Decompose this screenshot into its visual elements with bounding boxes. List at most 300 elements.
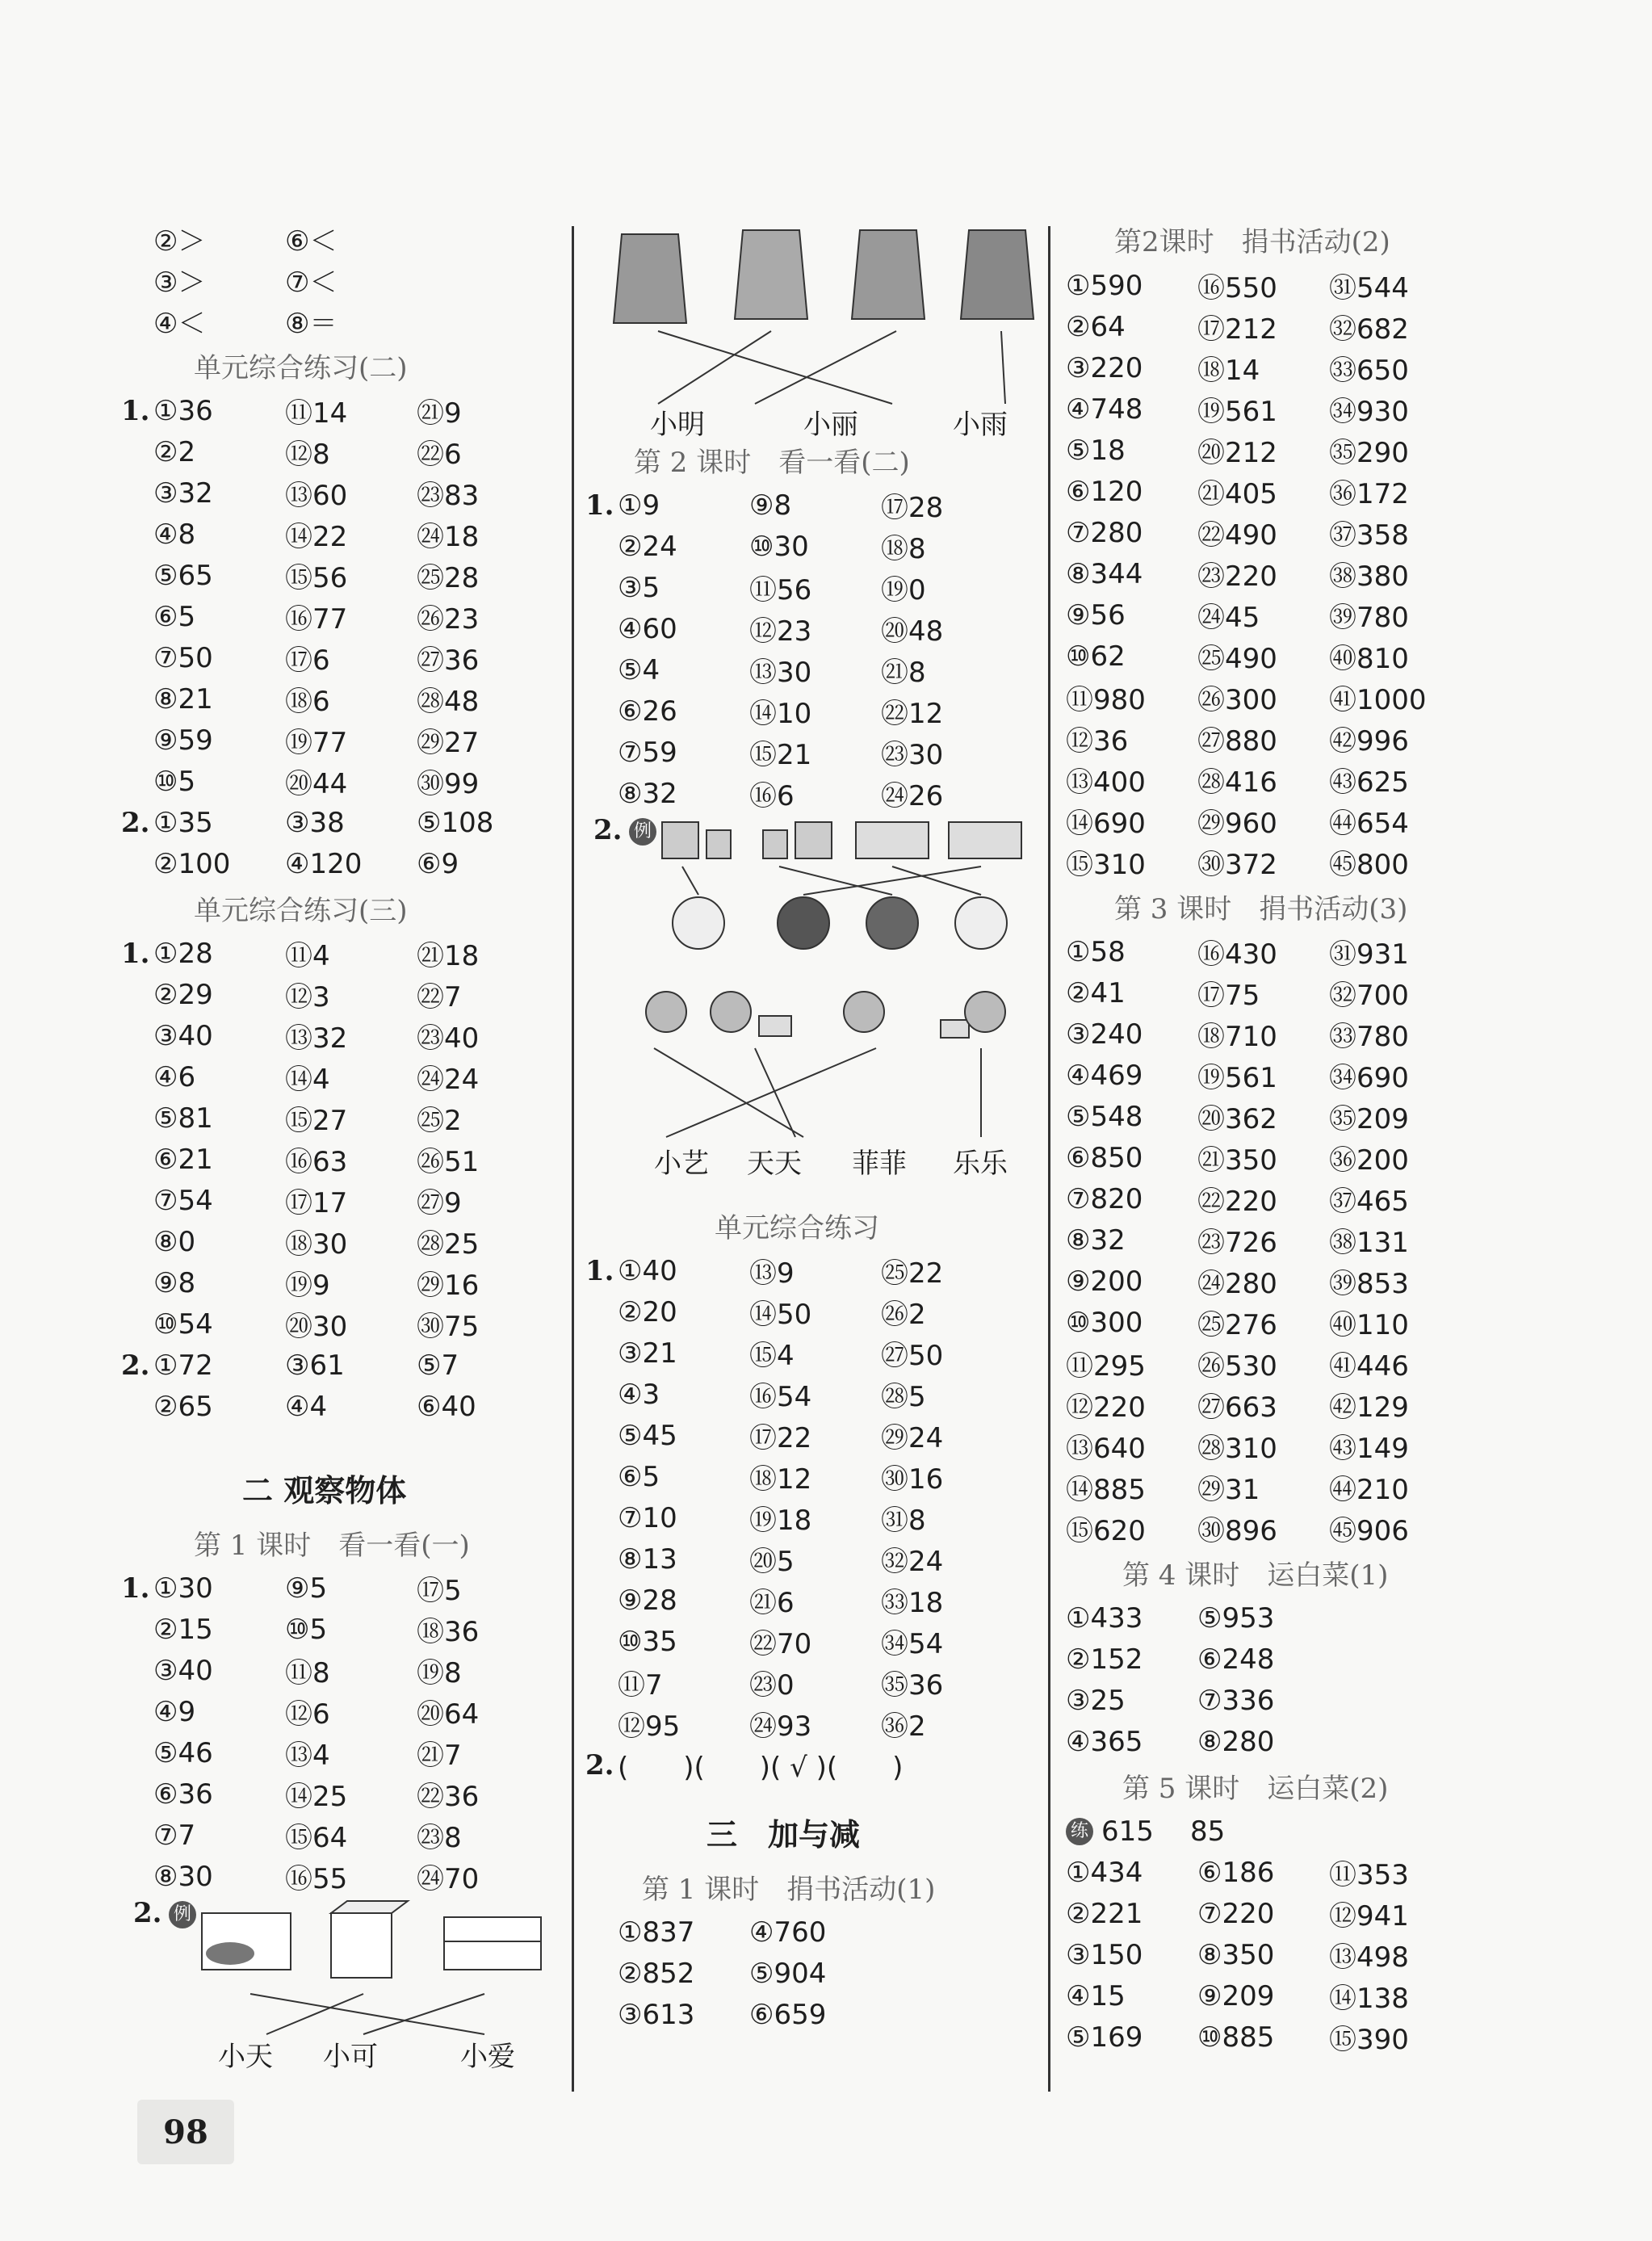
answer-row <box>121 843 557 884</box>
answer-cell: ③25 <box>1066 1684 1126 1717</box>
flat-box <box>444 1917 541 1970</box>
fig-name-3: 小爱 <box>460 2041 515 2073</box>
answer-cell: ㉓83 <box>417 480 480 512</box>
answer-cell: ⑩300 <box>1066 1306 1143 1339</box>
answer-cell: ④120 <box>285 847 363 880</box>
answer-cell: ㉕2 <box>417 1105 462 1137</box>
answer-cell: ㉗50 <box>881 1340 944 1372</box>
answer-cell: ⑨209 <box>1197 1979 1275 2012</box>
answer-cell: ③613 <box>618 1998 695 2031</box>
answer-cell: ⑳362 <box>1197 1103 1277 1135</box>
answer-cell: ⑤548 <box>1066 1100 1143 1133</box>
answer-cell: ④15 <box>1066 1979 1126 2012</box>
answer-row <box>585 1580 1038 1621</box>
answer-row <box>1066 1425 1486 1467</box>
answer-cell: ㉑6 <box>749 1587 795 1619</box>
answer-cell: ㉘310 <box>1197 1433 1277 1465</box>
answer-row <box>121 974 557 1015</box>
face-name-4: 乐乐 <box>953 1148 1008 1180</box>
answer-cell: ⑦10 <box>618 1501 677 1534</box>
answer-row <box>1066 1343 1486 1384</box>
answer-row <box>585 732 1038 773</box>
answer-cell: ㉒6 <box>417 439 462 471</box>
answer-cell: ⑯6 <box>749 780 795 812</box>
answer-cell: ⑭138 <box>1329 1983 1409 2015</box>
answer-cell: ㉑18 <box>417 940 480 972</box>
answer-cell: ⑦7 <box>153 1819 196 1852</box>
answer-cell: ㉝650 <box>1329 355 1409 387</box>
answer-cell: ㊱172 <box>1329 478 1409 510</box>
answer-row <box>121 1815 557 1856</box>
cube-1 <box>662 822 698 858</box>
practice-value-2: 85 <box>1190 1815 1226 1848</box>
answer-cell: ㉔45 <box>1197 602 1260 634</box>
answer-cell: ①434 <box>1066 1856 1143 1889</box>
box-top <box>331 1901 408 1913</box>
answer-row <box>585 485 1038 526</box>
answer-cell: ⑤18 <box>1066 434 1126 467</box>
answer-row <box>1066 388 1486 430</box>
answer-cell: ①433 <box>1066 1601 1143 1635</box>
answer-row <box>121 1015 557 1056</box>
answer-cell: ㉘48 <box>417 686 480 718</box>
answer-cell: ⑫6 <box>285 1698 330 1731</box>
answer-cell: ㉔70 <box>417 1863 480 1895</box>
answer-cell: ㉞54 <box>881 1628 944 1660</box>
fig-name-1: 小天 <box>218 2041 273 2073</box>
answer-cell: ④469 <box>1066 1059 1143 1092</box>
answer-cell: ⑦50 <box>153 641 213 674</box>
answer-cell: ㉑9 <box>417 397 462 430</box>
face-name-3: 菲菲 <box>852 1148 907 1180</box>
answer-cell: ⑩62 <box>1066 640 1126 673</box>
answer-cell: ②152 <box>1066 1643 1143 1676</box>
cube-2 <box>795 822 832 858</box>
answer-row <box>1066 636 1486 677</box>
bear-4 <box>965 992 1005 1032</box>
answer-cell: ⑮310 <box>1066 849 1146 881</box>
answer-cell: ㉓0 <box>749 1669 795 1702</box>
answer-cell: ㉙31 <box>1197 1474 1260 1506</box>
answer-row <box>1066 430 1486 471</box>
answer-row <box>585 1456 1038 1497</box>
face-line-3 <box>892 867 981 895</box>
answer-cell: ⑫23 <box>749 615 812 648</box>
answer-cell: ⑦220 <box>1197 1897 1275 1930</box>
answer-row <box>1066 1721 1486 1762</box>
unit-q1 <box>585 1250 1038 1744</box>
bear-line-2 <box>755 1048 795 1137</box>
answer-cell: ⑨59 <box>153 724 213 757</box>
answer-row <box>1066 1137 1486 1178</box>
face-name-1: 小艺 <box>654 1148 709 1180</box>
answer-cell: ㉙16 <box>417 1269 480 1302</box>
question-number: 2. <box>585 1748 614 1781</box>
answer-cell: ⑲8 <box>417 1657 462 1689</box>
answer-cell: ①72 <box>153 1349 213 1382</box>
lesson5-practice <box>1066 1811 1486 1852</box>
jug-4 <box>961 230 1034 319</box>
answer-cell: ㊴780 <box>1329 602 1409 634</box>
answer-cell: ㉑350 <box>1197 1144 1277 1177</box>
answer-cell: ⑨8 <box>749 489 792 522</box>
answer-cell: ㉚75 <box>417 1311 480 1343</box>
column-divider-left <box>572 226 574 2092</box>
answer-cell: ②100 <box>153 847 231 880</box>
answer-row <box>121 218 557 259</box>
answer-cell: ㉔280 <box>1197 1268 1277 1300</box>
answer-row <box>1066 1055 1486 1096</box>
answer-cell: ⑱30 <box>285 1228 348 1261</box>
answer-cell: ⑤65 <box>153 559 213 592</box>
answer-cell: ㉜700 <box>1329 980 1409 1012</box>
answer-row <box>1066 1597 1486 1639</box>
answer-cell: ㊷996 <box>1329 725 1409 757</box>
answer-cell: ⑲18 <box>749 1504 812 1537</box>
answer-row <box>121 1097 557 1139</box>
answer-row <box>1066 931 1486 972</box>
box-small-1 <box>759 1016 791 1036</box>
figure-jugs <box>585 218 1038 441</box>
answer-row <box>585 1621 1038 1662</box>
answer-row <box>1066 800 1486 841</box>
answer-cell: ⑲77 <box>285 727 348 759</box>
answer-cell: ㉙24 <box>881 1422 944 1454</box>
answer-row <box>1066 512 1486 553</box>
answer-row <box>121 1056 557 1097</box>
question-number: 1. <box>585 489 614 522</box>
answer-cell: ⑥9 <box>417 847 459 880</box>
answer-row <box>585 690 1038 732</box>
answer-row <box>121 802 557 843</box>
answer-cell: ㉓40 <box>417 1022 480 1055</box>
unit-title: 单元综合练习 <box>715 1212 879 1244</box>
answer-cell: ⑨56 <box>1066 598 1126 632</box>
answer-row <box>121 761 557 802</box>
answer-cell: ㊵810 <box>1329 643 1409 675</box>
bear-3 <box>844 992 884 1032</box>
answer-cell: ㉟290 <box>1329 437 1409 469</box>
page-number: 98 <box>137 2100 234 2164</box>
answer-cell: ㊳131 <box>1329 1227 1409 1259</box>
answer-cell: ⑫941 <box>1329 1900 1409 1933</box>
answer-row <box>121 1856 557 1897</box>
answer-row <box>1066 306 1486 347</box>
answer-row <box>121 1567 557 1609</box>
answer-cell: ⑬4 <box>285 1740 330 1772</box>
answer-cell: ⑳212 <box>1197 437 1277 469</box>
answer-cell: ⑧0 <box>153 1225 196 1258</box>
practice-value-1: 615 <box>1101 1815 1154 1848</box>
answer-row <box>121 1139 557 1180</box>
answer-cell: ⑯77 <box>285 603 348 636</box>
column-3 <box>1066 220 1486 2058</box>
answer-row <box>121 678 557 720</box>
unit2-title: 单元综合练习(二) <box>194 352 408 384</box>
answer-cell: ㉓726 <box>1197 1227 1277 1259</box>
jug-name-2: 小丽 <box>803 409 858 441</box>
answer-row <box>121 933 557 974</box>
answer-cell: ③240 <box>1066 1018 1143 1051</box>
answer-cell: ④3 <box>618 1378 660 1411</box>
answer-cell: ㊱200 <box>1329 1144 1409 1177</box>
answer-cell: ①40 <box>618 1254 677 1287</box>
answer-cell: ㉞930 <box>1329 396 1409 428</box>
answer-cell: ㉙27 <box>417 727 480 759</box>
answer-cell: ㉔18 <box>417 521 480 553</box>
jug-2 <box>735 230 807 319</box>
answer-cell: ⑧350 <box>1197 1938 1275 1971</box>
answer-cell: ⑬9 <box>749 1257 795 1290</box>
answer-cell: ⑥5 <box>618 1460 660 1493</box>
answer-row <box>1066 1219 1486 1261</box>
answer-cell: ⑱6 <box>285 686 330 718</box>
question-number: 1. <box>121 394 150 427</box>
answer-cell: ⑲561 <box>1197 1062 1277 1094</box>
answer-cell: ㉘416 <box>1197 766 1277 799</box>
answer-cell: ⑤904 <box>749 1957 827 1990</box>
answer-cell: ㉝780 <box>1329 1021 1409 1053</box>
answer-cell: ④748 <box>1066 392 1143 426</box>
answer-cell: ㉖2 <box>881 1299 926 1331</box>
answer-cell: ㊹210 <box>1329 1474 1409 1506</box>
answer-cell: ⑪4 <box>285 940 330 972</box>
lesson4-rows <box>1066 1597 1486 1762</box>
answer-row <box>1066 347 1486 388</box>
answer-cell: ④9 <box>153 1695 196 1728</box>
face-line-4 <box>803 867 981 895</box>
answer-cell: ㉘25 <box>417 1228 480 1261</box>
answer-cell: ⑪56 <box>749 574 812 606</box>
match-line-1 <box>250 1994 484 2034</box>
answer-cell: ⑭50 <box>749 1299 812 1331</box>
answer-cell: ㉛8 <box>881 1504 926 1537</box>
answer-cell: ㉒490 <box>1197 519 1277 552</box>
answer-cell: ④4 <box>285 1390 328 1423</box>
answer-row <box>1066 1178 1486 1219</box>
answer-cell: ㊺800 <box>1329 849 1409 881</box>
answer-row <box>585 1953 1038 1994</box>
answer-cell: ㉒70 <box>749 1628 812 1660</box>
block-2 <box>949 822 1021 858</box>
answer-cell: ⑬640 <box>1066 1433 1146 1465</box>
answer-cell: ⑲9 <box>285 1269 330 1302</box>
answer-cell: ⑰17 <box>285 1187 348 1219</box>
answer-cell: ③220 <box>1066 351 1143 384</box>
answer-cell: ⑰212 <box>1197 313 1277 346</box>
question-number: 1. <box>121 937 150 970</box>
answer-cell: ⑨5 <box>285 1572 328 1605</box>
answer-cell: ⑯54 <box>749 1381 812 1413</box>
question-number: 2. <box>593 814 623 846</box>
answer-cell: ⑤953 <box>1197 1601 1275 1635</box>
answer-cell: ⑬400 <box>1066 766 1146 799</box>
answer-cell: ⑫95 <box>618 1710 681 1743</box>
answer-row <box>585 649 1038 690</box>
answer-cell: ⑰6 <box>285 644 330 677</box>
answer-row <box>121 720 557 761</box>
answer-cell: ⑮390 <box>1329 2024 1409 2056</box>
answer-cell: ⑨8 <box>153 1266 196 1299</box>
match-line-3 <box>363 1994 484 2034</box>
answer-cell: ㉒220 <box>1197 1186 1277 1218</box>
answer-cell: ⑨28 <box>618 1584 677 1617</box>
answer-cell: ㉖530 <box>1197 1350 1277 1383</box>
answer-row <box>1066 265 1486 306</box>
answer-cell: ⑩30 <box>749 530 809 563</box>
answer-row <box>585 1250 1038 1291</box>
answer-cell: ⑧＝ <box>285 308 338 340</box>
answer-cell: ⑦59 <box>618 736 677 769</box>
question-number: 2. <box>133 1897 162 1929</box>
answer-cell: ⑤45 <box>618 1419 677 1452</box>
answer-row <box>1066 1975 1486 2016</box>
answer-row <box>1066 718 1486 759</box>
answer-row <box>121 1732 557 1773</box>
lesson2-q1 <box>585 485 1038 814</box>
example-badge: 例 <box>629 818 656 846</box>
answer-cell: ①9 <box>618 489 660 522</box>
answer-cell: ㉕490 <box>1197 643 1277 675</box>
column-2 <box>585 218 1038 2035</box>
answer-cell: ⑲0 <box>881 574 926 606</box>
answer-cell: ⑧280 <box>1197 1725 1275 1758</box>
answer-cell: ②64 <box>1066 310 1126 343</box>
answer-row <box>121 1609 557 1650</box>
answer-cell: ㉚99 <box>417 768 480 800</box>
answer-cell: ⑥248 <box>1197 1643 1275 1676</box>
answer-cell: ㊳380 <box>1329 560 1409 593</box>
jug-name-3: 小雨 <box>953 409 1008 441</box>
answer-cell: ⑬32 <box>285 1022 348 1055</box>
unit3-title: 单元综合练习(三) <box>194 895 408 927</box>
unit3-q2 <box>121 1345 557 1427</box>
answer-cell: ②41 <box>1066 976 1126 1009</box>
answer-row <box>121 472 557 514</box>
answer-cell: ⑤46 <box>153 1736 213 1769</box>
answer-cell: ㉛931 <box>1329 938 1409 971</box>
answer-row <box>121 1691 557 1732</box>
answer-cell: ㉗9 <box>417 1187 462 1219</box>
answer-cell: ⑧32 <box>1066 1223 1126 1257</box>
answer-cell: ⑭4 <box>285 1064 330 1096</box>
answer-cell: ⑳48 <box>881 615 944 648</box>
answer-row <box>121 637 557 678</box>
box-front <box>331 1913 392 1978</box>
answer-cell: ⑪353 <box>1329 1859 1409 1891</box>
answer-cell: ②15 <box>153 1613 213 1646</box>
face-3 <box>866 897 918 949</box>
answer-cell: ②24 <box>618 530 677 563</box>
answer-cell: ⑳30 <box>285 1311 348 1343</box>
answer-cell: ⑫3 <box>285 981 330 1013</box>
answer-cell: ⑥850 <box>1066 1141 1143 1174</box>
answer-row <box>121 1386 557 1427</box>
answer-cell: ⑱14 <box>1197 355 1260 387</box>
figure-boxes <box>121 1897 557 2073</box>
answer-cell: ⑭885 <box>1066 1474 1146 1506</box>
jug-line-2 <box>658 331 771 404</box>
answer-cell: ⑧344 <box>1066 557 1143 590</box>
unit2-q2 <box>121 802 557 884</box>
answer-cell: ①36 <box>153 394 213 427</box>
answer-cell: ㊲465 <box>1329 1186 1409 1218</box>
answer-cell: ㉗880 <box>1197 725 1277 757</box>
answer-cell: ㉔93 <box>749 1710 812 1743</box>
answer-cell: ⑳5 <box>749 1546 795 1578</box>
answer-cell: ①58 <box>1066 935 1126 968</box>
answer-cell: ⑧13 <box>618 1542 677 1576</box>
answer-cell: ②29 <box>153 978 213 1011</box>
answer-cell: ⑧30 <box>153 1860 213 1893</box>
answer-row <box>121 1345 557 1386</box>
answer-cell: ㉗663 <box>1197 1391 1277 1424</box>
answer-row <box>1066 1680 1486 1721</box>
lesson5-rows <box>1066 1852 1486 2058</box>
answer-row <box>1066 1508 1486 1549</box>
figure-faces <box>585 814 1038 1202</box>
answer-row <box>585 1332 1038 1374</box>
answer-cell: ㊷129 <box>1329 1391 1409 1424</box>
answer-cell: ⑦820 <box>1066 1182 1143 1215</box>
answer-cell: ㉓220 <box>1197 560 1277 593</box>
answer-cell: ⑯430 <box>1197 938 1277 971</box>
answer-cell: ④＜ <box>153 308 206 340</box>
answer-row <box>121 300 557 342</box>
answer-cell: ㉑405 <box>1197 478 1277 510</box>
practice-badge: 练 <box>1066 1818 1093 1845</box>
jug-1 <box>614 234 686 323</box>
answer-cell: ⑪7 <box>618 1669 663 1702</box>
answer-cell: ㊸625 <box>1329 766 1409 799</box>
answer-cell: ㉜682 <box>1329 313 1409 346</box>
answer-row <box>1066 677 1486 718</box>
answer-cell: ㊺906 <box>1329 1515 1409 1547</box>
answer-cell: ⑥21 <box>153 1143 213 1176</box>
answer-cell: ⑬30 <box>749 657 812 689</box>
answer-row <box>585 608 1038 649</box>
answer-cell: ⑩5 <box>153 765 196 798</box>
answer-row <box>121 390 557 431</box>
example-badge: 例 <box>169 1901 196 1928</box>
answer-cell: ⑬60 <box>285 480 348 512</box>
answer-cell: ⑳64 <box>417 1698 480 1731</box>
lesson2-title: 第2课时 捐书活动(2) <box>1114 226 1390 258</box>
stones <box>206 1942 254 1965</box>
question-number: 2. <box>121 806 150 839</box>
answer-cell: ㉚372 <box>1197 849 1277 881</box>
lesson1-rows <box>585 1912 1038 2035</box>
answer-cell: ②20 <box>618 1295 677 1328</box>
bear-1 <box>646 992 686 1032</box>
answer-cell: ㊸149 <box>1329 1433 1409 1465</box>
answer-row <box>121 1303 557 1345</box>
answer-cell: ③150 <box>1066 1938 1143 1971</box>
answer-cell: ⑦＜ <box>285 266 338 299</box>
answer-cell: ⑪980 <box>1066 684 1146 716</box>
answer-cell: ㉑8 <box>881 657 926 689</box>
answer-cell: ⑮620 <box>1066 1515 1146 1547</box>
answer-cell: ⑤81 <box>153 1102 213 1135</box>
answer-cell: ⑨200 <box>1066 1265 1143 1298</box>
question-number: 1. <box>121 1572 150 1605</box>
answer-cell: ㊵110 <box>1329 1309 1409 1341</box>
answer-cell: ④8 <box>153 518 196 551</box>
answer-row <box>1066 1893 1486 1934</box>
answer-cell: ②221 <box>1066 1897 1143 1930</box>
answer-cell: ㉟36 <box>881 1669 944 1702</box>
answer-row <box>1066 841 1486 883</box>
